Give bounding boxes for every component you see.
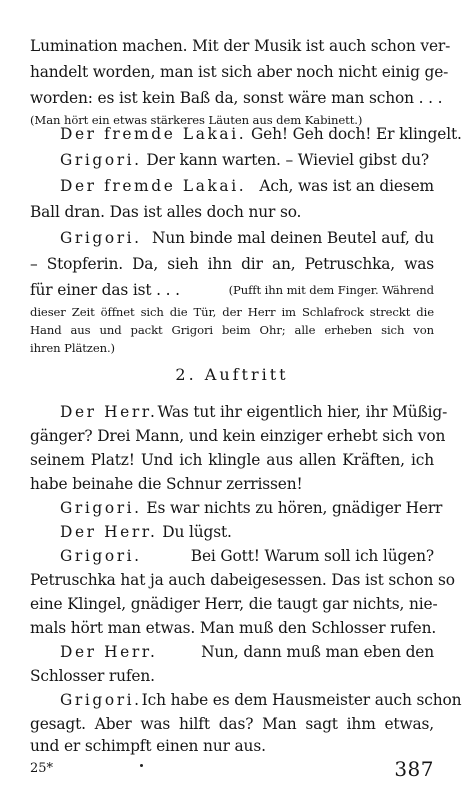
dialogue-text: Der kann warten. – Wieviel gibst du? (146, 151, 429, 169)
dialogue-text: Du lügst. (162, 523, 232, 541)
page-number: 387 (394, 757, 434, 781)
text-line: Ball dran. Das ist alles doch nur so. (30, 203, 302, 221)
dialogue-line (60, 176, 434, 196)
text-line: worden: es ist kein Baß da, sonst wäre man schon . . . (30, 89, 443, 107)
dialogue-line (60, 522, 434, 542)
text-line: eine Klingel, gnädiger Herr, die taugt gar nichts, nie- (30, 595, 438, 613)
dialogue-line (60, 498, 443, 518)
stage-direction: (Man hört ein etwas stärkeres Läuten aus dem Kabinett.) (30, 113, 363, 127)
text-fragment: für einer das ist . . . (30, 281, 180, 299)
dialogue-text: Ich habe es dem Hausmeister auch schon (141, 691, 462, 709)
text-line: habe beinahe die Schnur zerrissen! (30, 475, 303, 493)
text-line: und er schimpft einen nur aus. (30, 737, 266, 755)
text-line: gänger? Drei Mann, und kein einziger erhebt sich von (30, 427, 446, 445)
text-line: Schlosser rufen. (30, 667, 155, 685)
dialogue-text: Bei Gott! Warum soll ich lügen? (190, 547, 434, 565)
dialogue-line (60, 150, 434, 170)
text-line: Lumination machen. Mit der Musik ist auch schon ver- (30, 37, 451, 55)
dialogue-text: Was tut ihr eigentlich hier, ihr Müßig- (157, 403, 448, 421)
text-line: Petruschka hat ja auch dabeigesessen. Das ist schon so (30, 571, 455, 589)
speaker-name: Grigori. (60, 691, 142, 709)
text-line: handelt worden, man ist sich aber noch nicht einig ge- (30, 63, 449, 81)
speaker-name: Der fremde Lakai. (60, 177, 247, 195)
speaker-name: Grigori. (60, 547, 142, 565)
dialogue-text: Ach, was ist an diesem (259, 177, 434, 195)
speaker-name: Der Herr. (60, 643, 158, 661)
speaker-name: Grigori. (60, 229, 142, 247)
text-line: mals hört man etwas. Man muß den Schlosser rufen. (30, 619, 437, 637)
text-line: gesagt. Aber was hilft das? Man sagt ihm etwas, (30, 715, 434, 733)
dialogue-line (60, 124, 462, 144)
dialogue-text: Geh! Geh doch! Er klingelt. (250, 125, 462, 143)
text-line: – Stopferin. Da, sieh ihn dir an, Petruschka, was (30, 255, 434, 273)
dialogue-line (60, 402, 448, 422)
dialogue-text: Nun, dann muß man eben den (201, 643, 434, 661)
speaker-name: Der Herr. (60, 523, 158, 541)
stage-direction: Hand aus und packt Grigori beim Ohr; alle erheben sich von (30, 323, 434, 337)
dialogue-line (60, 642, 434, 662)
signature-mark: 25* (30, 761, 54, 776)
dialogue-line (60, 690, 462, 710)
speaker-name: Grigori. (60, 499, 142, 517)
text-line (30, 280, 434, 300)
stage-direction: ihren Plätzen.) (30, 341, 115, 355)
speaker-name: Der Herr. (60, 403, 158, 421)
dialogue-line (60, 228, 434, 248)
dialogue-text: Es war nichts zu hören, gnädiger Herr (146, 499, 443, 517)
print-speck (140, 764, 143, 767)
speaker-name: Grigori. (60, 151, 142, 169)
stage-direction: dieser Zeit öffnet sich die Tür, der Herr im Schlafrock streckt die (30, 305, 434, 319)
stage-direction: (Pufft ihn mit dem Finger. Während (228, 283, 434, 297)
dialogue-line (60, 546, 434, 566)
speaker-name: Der fremde Lakai. (60, 125, 247, 143)
dialogue-text: Nun binde mal deinen Beutel auf, du (152, 229, 434, 247)
text-line: seinem Platz! Und ich klingle aus allen Kräften, ich (30, 451, 434, 469)
scene-heading: 2. Auftritt (175, 365, 289, 384)
